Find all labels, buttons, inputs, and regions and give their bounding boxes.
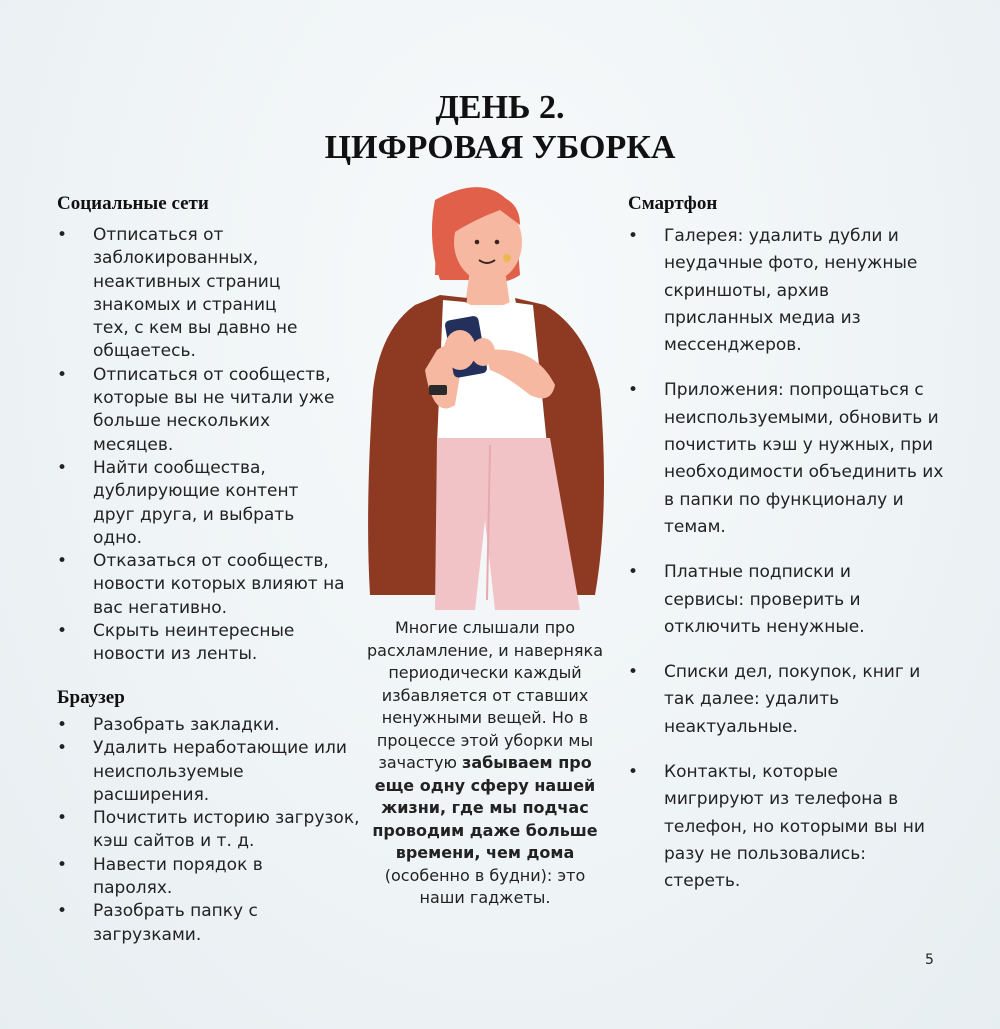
social-networks-heading: Социальные сети [57,193,209,214]
list-item: • Удалить неработающие или неиспользуемые расширения. [57,737,353,807]
title-line-2: ЦИФРОВАЯ УБОРКА [324,129,676,166]
list-item: • Галерея: удалить дубли и неудачные фото, ненужные скриншоты, архив присланных медиа из мессенджеров. [628,223,924,359]
list-item: • Найти сообщества, дублирующие контент друг друга, и выбрать одно. [57,457,343,550]
browser-section [57,686,360,947]
list-item: • Навести порядок в паролях. [57,854,338,901]
woman-with-phone-illustration [355,180,625,612]
smartphone-heading: Смартфон [628,193,718,214]
eye-right [495,240,500,245]
title-line-1: ДЕНЬ 2. [435,89,565,126]
list-item: • Отказаться от сообществ, новости которых влияют на вас негативно. [57,550,373,620]
hair-side [435,210,453,275]
smartphone-section [628,192,944,914]
list-item: • Списки дел, покупок, книг и так далее: удалить неактуальные. [628,659,929,741]
browser-list [57,714,360,947]
list-item: • Почистить историю загрузок, кэш сайтов и т. д. [57,807,393,854]
watch [429,385,447,395]
browser-heading: Браузер [57,687,125,708]
social-networks-list [57,224,357,667]
list-item: • Платные подписки и сервисы: проверить и отключить ненужные. [628,559,934,641]
list-item: • Контакты, которые мигрируют из телефона в телефон, но которыми вы ни разу не пользовались: стереть. [628,759,934,895]
eye-left [475,240,480,245]
social-networks-section [57,192,357,667]
page-number: 5 [925,952,934,968]
list-item: • Скрыть неинтересные новости из ленты. [57,620,338,667]
list-item: • Разобрать закладки. [57,714,357,737]
list-item: • Отписаться от заблокированных, неактивных страниц знакомых и страниц тех, с кем вы давно не общаетесь. [57,224,308,364]
intro-text-bold: забываем про еще одну сферу нашей жизни, где мы подчас проводим даже больше времени, чем дома [372,753,598,862]
page-title [0,88,1000,168]
list-item: • Разобрать папку с загрузками. [57,900,293,947]
hand-right [471,338,495,366]
intro-paragraph [365,617,605,910]
smartphone-list [628,223,944,896]
intro-text-start: Многие слышали про расхламление, и наверняка периодически каждый избавляется от ставших ненужными вещей. Но в процессе этой уборки мы зачастую [366,618,603,772]
intro-text-end: (особенно в будни): это наши гаджеты. [384,865,586,907]
list-item: • Отписаться от сообществ, которые вы не читали уже больше нескольких месяцев. [57,364,355,457]
earring [503,254,511,262]
list-item: • Приложения: попрощаться с неиспользуемыми, обновить и почистить кэш у нужных, при необходимости объединить их в папки по функционалу и темам. [628,377,949,541]
